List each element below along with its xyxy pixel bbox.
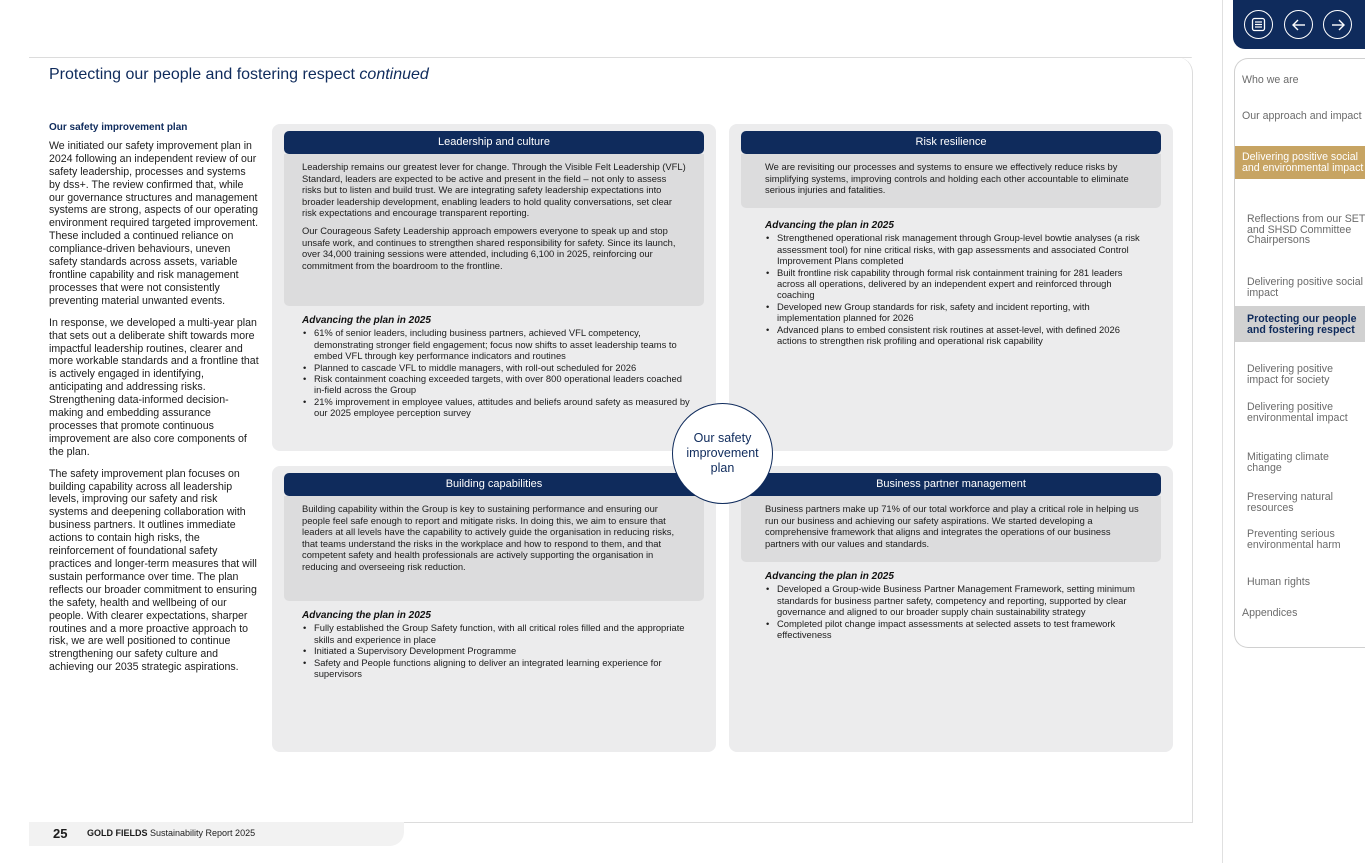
leadership-card	[272, 124, 716, 451]
previous-page-button[interactable]	[1284, 10, 1313, 39]
advancing-heading: Advancing the plan in 2025	[302, 315, 431, 326]
sidebar-item-climate[interactable]: Mitigating climate change	[1247, 451, 1329, 474]
intro-paragraph: In response, we developed a multi-year plan that sets out a deliberate shift towards more impactful leadership routines, clearer and more workable standards and a frontline that is actively engaged in identifying, anticipating and addressing risks. Strengthening data-informed decision-making and embedding assurance processes that promote continuous improvement are also core components of the plan.	[49, 316, 259, 458]
list-item: • Fully established the Group Safety function, with all critical roles filled and the appropriate skills and experience in place	[302, 622, 692, 645]
capabilities-card	[272, 466, 716, 752]
sidebar-item-environmental-impact[interactable]: Delivering positive environmental impact	[1247, 401, 1348, 424]
page-footer	[29, 822, 404, 846]
card-header: Leadership and culture	[284, 131, 704, 154]
page-title: Protecting our people and fostering respect continued	[49, 66, 429, 83]
brand-name: GOLD FIELDS	[87, 828, 148, 838]
card-header: Building capabilities	[284, 473, 704, 496]
card-intro-text: Our Courageous Safety Leadership approach empowers everyone to speak up and stop unsafe work, and continues to strengthen shared responsibility for safety. Since its launch, over 34,000 training sessions were attended, including 6,100 in 2025, reinforcing our commitment from the boardroom to the frontline.	[302, 224, 676, 271]
center-circle-label	[672, 403, 773, 504]
intro-paragraph: We initiated our safety improvement plan in 2024 following an independent review of our safety leadership, processes and systems by dss+. The review confirmed that, while our governance structures and management systems are strong, aspects of our operating environment required targeted improvement. These included a continued reliance on compliance-driven behaviours, uneven safety standards across assets, variable frontline capability and risk management processes that were not consistently preventing material unwanted events.	[49, 139, 259, 307]
sidebar-item-human-rights[interactable]: Human rights	[1247, 576, 1310, 588]
advancing-heading: Advancing the plan in 2025	[765, 220, 894, 231]
card-intro	[741, 496, 1161, 562]
sidebar-item-environmental-harm[interactable]: Preventing serious environmental harm	[1247, 528, 1341, 551]
page-number: 25	[53, 826, 68, 841]
section-sidebar	[1234, 58, 1365, 648]
list-item: • 21% improvement in employee values, attitudes and beliefs around safety as measured by our 2025 employee perception survey	[302, 396, 692, 419]
list-item: • Developed new Group standards for risk, safety and incident reporting, with implementation planned for 2026	[765, 301, 1143, 324]
card-intro	[284, 154, 704, 306]
advancing-heading: Advancing the plan in 2025	[302, 610, 431, 621]
intro-column	[49, 122, 259, 683]
sidebar-item-reflections[interactable]: Reflections from our SET and SHSD Committee Chairpersons	[1247, 213, 1365, 247]
advancing-section	[765, 571, 1143, 640]
arrow-left-icon	[1291, 19, 1307, 31]
advancing-section	[765, 220, 1143, 346]
sidebar-item-natural-resources[interactable]: Preserving natural resources	[1247, 491, 1333, 514]
next-page-button[interactable]	[1323, 10, 1352, 39]
contents-button[interactable]	[1244, 10, 1273, 39]
sidebar-divider	[1222, 0, 1223, 863]
list-item: • Initiated a Supervisory Development Programme	[302, 645, 692, 656]
sidebar-item-who-we-are[interactable]: Who we are	[1242, 74, 1299, 86]
card-intro-text: Business partners make up 71% of our total workforce and play a critical role in helping us run our business and achieving our safety aspirations. We started developing a comprehensive framework that aligns and integrates the operations of our business partners with our values and standards.	[765, 503, 1139, 549]
nav-toolbar	[1233, 0, 1365, 49]
center-label-text: Our safety improvement plan	[686, 431, 759, 475]
report-name: Sustainability Report 2025	[150, 828, 256, 838]
sidebar-item-appendices[interactable]: Appendices	[1242, 607, 1298, 619]
sidebar-item-impact-society[interactable]: Delivering positive impact for society	[1247, 363, 1333, 386]
contents-icon	[1251, 17, 1266, 32]
footer-brand	[87, 828, 255, 838]
sidebar-item-approach[interactable]: Our approach and impact	[1242, 110, 1362, 122]
card-intro	[741, 154, 1161, 208]
sidebar-item-social-impact[interactable]: Delivering positive social impact	[1247, 276, 1363, 299]
card-header: Business partner management	[741, 473, 1161, 496]
arrow-right-icon	[1330, 19, 1346, 31]
card-header: Risk resilience	[741, 131, 1161, 154]
list-item: • Safety and People functions aligning to deliver an integrated learning experience for supervisors	[302, 657, 692, 680]
list-item: • 61% of senior leaders, including business partners, achieved VFL competency, demonstrating stronger field engagement; focus now shifts to asset leadership teams to embed VFL through key performance indicators and routines	[302, 327, 692, 361]
card-intro	[284, 496, 704, 601]
intro-paragraph: The safety improvement plan focuses on building capability across all leadership levels, improving our safety and risk systems and deepening collaboration with business partners. It outlines immediate actions to contain high risks, the reinforcement of foundational safety practices and longer-term measures that will sustain performance over time. The plan reflects our broader commitment to ensuring the safety, health and wellbeing of our people. With clearer expectations, sharper routines and a more proactive approach to risk, we are well positioned to continue strengthening our safety culture and achieving our 2035 strategic aspirations.	[49, 467, 257, 674]
advancing-section	[302, 610, 692, 679]
list-item: • Completed pilot change impact assessments at selected assets to test framework effectiveness	[765, 618, 1143, 641]
card-intro-text: We are revisiting our processes and systems to ensure we effectively reduce risks by simplifying systems, improving controls and holding each other accountable to eliminate serious injuries and fatalities.	[765, 161, 1129, 196]
advancing-heading: Advancing the plan in 2025	[765, 571, 894, 582]
list-item: • Planned to cascade VFL to middle managers, with roll-out scheduled for 2026	[302, 362, 692, 373]
sidebar-item-delivering-impact[interactable]: Delivering positive social and environmental impact	[1235, 146, 1365, 179]
card-intro-text: Building capability within the Group is key to sustaining performance and ensuring our people feel safe enough to report and mitigate risks. In doing this, we aim to ensure that leaders at all levels have the capability to actively guide the organisation in reducing risks, that teams understand the risks in the workplace and how to respond to them, and that competent safety and health professionals are actively supporting the organisation in reducing and overseeing risk reduction.	[302, 503, 675, 572]
card-intro-text: Leadership remains our greatest lever for change. Through the Visible Felt Leadership (VFL) Standard, leaders are expected to be active and present in the field – not only to assess risks but to listen and build trust. We are integrating safety leadership expectations into broader leadership development, enabling leaders to hold quality conversations, set clear risk expectations and encourage transparent reporting.	[302, 161, 686, 219]
partners-card	[729, 466, 1173, 752]
risk-card	[729, 124, 1173, 451]
advancing-section	[302, 315, 692, 419]
list-item: • Strengthened operational risk management through Group-level bowtie analyses (a risk assessment tool) for nine critical risks, with gap assessments and associated Control Improvement Plans completed	[765, 232, 1143, 266]
list-item: • Built frontline risk capability through formal risk containment training for 281 leaders across all operations, delivered by an independent expert and reinforced through coaching	[765, 267, 1143, 301]
list-item: • Advanced plans to embed consistent risk routines at asset-level, with defined 2026 actions to strengthen risk profiling and operational risk capability	[765, 324, 1143, 347]
intro-heading: Our safety improvement plan	[49, 122, 188, 133]
list-item: • Developed a Group-wide Business Partner Management Framework, setting minimum standards for business partner safety, competency and reporting, supported by clear governance and aligned to our broader supply chain sustainability strategy	[765, 583, 1143, 617]
list-item: • Risk containment coaching exceeded targets, with over 800 operational leaders coached in-field across the Group	[302, 373, 692, 396]
sidebar-item-protecting-people[interactable]: Protecting our people and fostering respect	[1235, 306, 1365, 342]
